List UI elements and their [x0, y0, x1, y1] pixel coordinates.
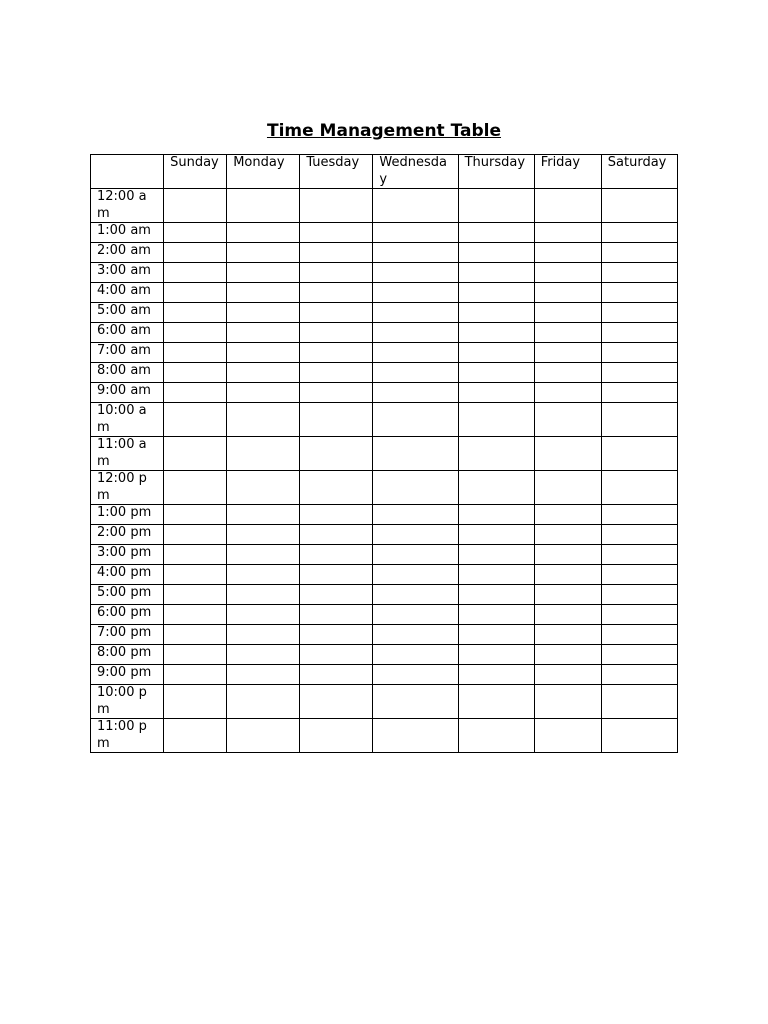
schedule-cell: [227, 383, 300, 403]
schedule-cell: [458, 363, 534, 383]
schedule-cell: [534, 545, 601, 565]
schedule-cell: [164, 343, 227, 363]
schedule-cell: [164, 471, 227, 505]
schedule-cell: [373, 363, 458, 383]
table-row: [91, 665, 678, 685]
schedule-cell: [601, 505, 677, 525]
day-header-sunday: Sunday: [164, 155, 227, 189]
schedule-cell: [601, 323, 677, 343]
day-header-monday: Monday: [227, 155, 300, 189]
schedule-cell: [227, 471, 300, 505]
schedule-cell: [300, 625, 373, 645]
schedule-cell: [458, 223, 534, 243]
table-row: [91, 323, 678, 343]
corner-header-cell: [91, 155, 164, 189]
table-row: [91, 383, 678, 403]
table-row: [91, 303, 678, 323]
schedule-cell: [300, 645, 373, 665]
schedule-cell: [164, 545, 227, 565]
schedule-cell: [373, 403, 458, 437]
schedule-cell: [227, 565, 300, 585]
schedule-cell: [373, 243, 458, 263]
table-row: [91, 565, 678, 585]
schedule-cell: [458, 283, 534, 303]
schedule-cell: [164, 605, 227, 625]
schedule-cell: [164, 665, 227, 685]
schedule-cell: [458, 471, 534, 505]
schedule-cell: [534, 525, 601, 545]
time-management-table: [90, 154, 678, 753]
table-row: [91, 223, 678, 243]
schedule-cell: [458, 605, 534, 625]
schedule-cell: [601, 565, 677, 585]
schedule-cell: [458, 505, 534, 525]
schedule-cell: [227, 283, 300, 303]
schedule-cell: [227, 525, 300, 545]
time-label-cell: 9:00 pm: [91, 665, 164, 685]
schedule-cell: [300, 685, 373, 719]
schedule-cell: [534, 383, 601, 403]
time-label-cell: 12:00 pm: [91, 471, 164, 505]
schedule-cell: [534, 645, 601, 665]
schedule-cell: [227, 545, 300, 565]
schedule-cell: [164, 303, 227, 323]
schedule-cell: [300, 283, 373, 303]
schedule-body: [91, 189, 678, 753]
schedule-cell: [300, 323, 373, 343]
schedule-cell: [300, 471, 373, 505]
schedule-cell: [373, 685, 458, 719]
schedule-cell: [373, 343, 458, 363]
schedule-cell: [458, 525, 534, 545]
schedule-cell: [601, 263, 677, 283]
schedule-cell: [534, 437, 601, 471]
schedule-cell: [164, 283, 227, 303]
schedule-cell: [373, 625, 458, 645]
table-row: [91, 685, 678, 719]
time-label-cell: 6:00 pm: [91, 605, 164, 625]
schedule-cell: [164, 585, 227, 605]
schedule-cell: [458, 263, 534, 283]
header-row: [91, 155, 678, 189]
schedule-cell: [164, 223, 227, 243]
schedule-cell: [373, 545, 458, 565]
schedule-cell: [601, 437, 677, 471]
schedule-cell: [458, 383, 534, 403]
table-row: [91, 471, 678, 505]
schedule-cell: [164, 363, 227, 383]
schedule-cell: [227, 645, 300, 665]
schedule-cell: [373, 283, 458, 303]
schedule-cell: [534, 223, 601, 243]
time-label-cell: 10:00 am: [91, 403, 164, 437]
time-label-cell: 4:00 am: [91, 283, 164, 303]
schedule-cell: [373, 605, 458, 625]
schedule-cell: [534, 323, 601, 343]
schedule-cell: [227, 437, 300, 471]
schedule-cell: [373, 323, 458, 343]
schedule-cell: [227, 189, 300, 223]
schedule-cell: [458, 565, 534, 585]
schedule-cell: [300, 243, 373, 263]
schedule-cell: [534, 403, 601, 437]
schedule-cell: [601, 363, 677, 383]
schedule-cell: [458, 243, 534, 263]
schedule-cell: [458, 685, 534, 719]
time-label-cell: 3:00 am: [91, 263, 164, 283]
time-label-cell: 3:00 pm: [91, 545, 164, 565]
schedule-cell: [227, 343, 300, 363]
table-row: [91, 343, 678, 363]
schedule-cell: [601, 223, 677, 243]
schedule-cell: [601, 403, 677, 437]
schedule-cell: [601, 645, 677, 665]
schedule-cell: [300, 343, 373, 363]
day-header-wednesday: Wednesday: [373, 155, 458, 189]
time-label-cell: 2:00 am: [91, 243, 164, 263]
schedule-cell: [534, 343, 601, 363]
page-title: Time Management Table: [266, 121, 502, 141]
schedule-cell: [601, 585, 677, 605]
schedule-cell: [373, 189, 458, 223]
schedule-cell: [373, 719, 458, 753]
schedule-cell: [227, 625, 300, 645]
time-label-cell: 5:00 pm: [91, 585, 164, 605]
schedule-cell: [458, 189, 534, 223]
time-label-cell: 7:00 am: [91, 343, 164, 363]
schedule-cell: [300, 565, 373, 585]
time-label-cell: 2:00 pm: [91, 525, 164, 545]
schedule-cell: [458, 303, 534, 323]
schedule-cell: [601, 685, 677, 719]
schedule-cell: [373, 383, 458, 403]
schedule-cell: [534, 263, 601, 283]
time-label-cell: 4:00 pm: [91, 565, 164, 585]
schedule-cell: [300, 223, 373, 243]
schedule-cell: [373, 303, 458, 323]
schedule-cell: [373, 437, 458, 471]
table-row: [91, 625, 678, 645]
time-label-cell: 9:00 am: [91, 383, 164, 403]
table-row: [91, 437, 678, 471]
schedule-cell: [164, 243, 227, 263]
schedule-cell: [227, 685, 300, 719]
schedule-cell: [601, 545, 677, 565]
schedule-cell: [601, 605, 677, 625]
schedule-cell: [227, 719, 300, 753]
schedule-cell: [300, 437, 373, 471]
schedule-cell: [164, 437, 227, 471]
schedule-cell: [373, 471, 458, 505]
schedule-cell: [373, 223, 458, 243]
schedule-cell: [300, 719, 373, 753]
table-row: [91, 585, 678, 605]
schedule-cell: [300, 605, 373, 625]
schedule-cell: [534, 665, 601, 685]
schedule-cell: [534, 505, 601, 525]
schedule-cell: [164, 685, 227, 719]
schedule-cell: [601, 189, 677, 223]
schedule-cell: [534, 605, 601, 625]
schedule-cell: [458, 645, 534, 665]
schedule-cell: [164, 625, 227, 645]
schedule-cell: [534, 471, 601, 505]
schedule-cell: [534, 303, 601, 323]
schedule-cell: [458, 343, 534, 363]
schedule-cell: [458, 665, 534, 685]
schedule-cell: [300, 505, 373, 525]
table-row: [91, 525, 678, 545]
day-header-saturday: Saturday: [601, 155, 677, 189]
schedule-cell: [164, 323, 227, 343]
schedule-cell: [227, 243, 300, 263]
schedule-cell: [458, 545, 534, 565]
time-label-cell: 6:00 am: [91, 323, 164, 343]
schedule-cell: [227, 323, 300, 343]
schedule-cell: [227, 363, 300, 383]
schedule-cell: [373, 263, 458, 283]
schedule-cell: [164, 505, 227, 525]
schedule-cell: [300, 189, 373, 223]
time-label-cell: 8:00 pm: [91, 645, 164, 665]
schedule-cell: [373, 565, 458, 585]
table-row: [91, 283, 678, 303]
schedule-cell: [227, 665, 300, 685]
schedule-cell: [534, 565, 601, 585]
schedule-cell: [601, 471, 677, 505]
table-row: [91, 263, 678, 283]
time-label-cell: 7:00 pm: [91, 625, 164, 645]
schedule-cell: [373, 505, 458, 525]
time-label-cell: 1:00 pm: [91, 505, 164, 525]
schedule-cell: [300, 403, 373, 437]
time-label-cell: 5:00 am: [91, 303, 164, 323]
schedule-cell: [373, 665, 458, 685]
schedule-cell: [373, 525, 458, 545]
schedule-cell: [601, 343, 677, 363]
schedule-cell: [534, 363, 601, 383]
schedule-cell: [534, 283, 601, 303]
table-row: [91, 403, 678, 437]
schedule-cell: [164, 525, 227, 545]
table-row: [91, 645, 678, 665]
table-row: [91, 363, 678, 383]
schedule-cell: [601, 719, 677, 753]
schedule-cell: [601, 625, 677, 645]
schedule-cell: [300, 263, 373, 283]
time-label-cell: 12:00 am: [91, 189, 164, 223]
table-row: [91, 545, 678, 565]
schedule-cell: [601, 303, 677, 323]
schedule-cell: [164, 403, 227, 437]
schedule-cell: [373, 585, 458, 605]
schedule-cell: [164, 263, 227, 283]
time-label-cell: 11:00 pm: [91, 719, 164, 753]
schedule-cell: [164, 645, 227, 665]
schedule-cell: [227, 223, 300, 243]
schedule-cell: [300, 303, 373, 323]
time-label-cell: 11:00 am: [91, 437, 164, 471]
schedule-cell: [227, 263, 300, 283]
schedule-cell: [458, 323, 534, 343]
schedule-cell: [300, 585, 373, 605]
schedule-cell: [300, 363, 373, 383]
schedule-cell: [534, 625, 601, 645]
schedule-cell: [373, 645, 458, 665]
table-row: [91, 605, 678, 625]
day-header-thursday: Thursday: [458, 155, 534, 189]
table-row: [91, 189, 678, 223]
schedule-cell: [601, 243, 677, 263]
time-label-cell: 10:00 pm: [91, 685, 164, 719]
schedule-cell: [227, 403, 300, 437]
schedule-cell: [601, 383, 677, 403]
time-label-cell: 8:00 am: [91, 363, 164, 383]
schedule-cell: [164, 719, 227, 753]
schedule-cell: [534, 189, 601, 223]
schedule-cell: [164, 383, 227, 403]
schedule-cell: [458, 719, 534, 753]
table-row: [91, 505, 678, 525]
schedule-cell: [300, 545, 373, 565]
schedule-cell: [227, 505, 300, 525]
schedule-cell: [164, 565, 227, 585]
schedule-cell: [458, 403, 534, 437]
time-label-cell: 1:00 am: [91, 223, 164, 243]
schedule-cell: [534, 243, 601, 263]
schedule-cell: [534, 585, 601, 605]
schedule-cell: [601, 283, 677, 303]
schedule-cell: [458, 437, 534, 471]
schedule-cell: [227, 585, 300, 605]
table-row: [91, 719, 678, 753]
schedule-cell: [227, 303, 300, 323]
schedule-cell: [300, 383, 373, 403]
schedule-cell: [164, 189, 227, 223]
schedule-cell: [458, 585, 534, 605]
schedule-cell: [300, 525, 373, 545]
schedule-cell: [601, 525, 677, 545]
schedule-cell: [227, 605, 300, 625]
table-row: [91, 243, 678, 263]
schedule-cell: [458, 625, 534, 645]
schedule-cell: [300, 665, 373, 685]
day-header-friday: Friday: [534, 155, 601, 189]
schedule-cell: [534, 685, 601, 719]
day-header-tuesday: Tuesday: [300, 155, 373, 189]
schedule-cell: [534, 719, 601, 753]
schedule-cell: [601, 665, 677, 685]
